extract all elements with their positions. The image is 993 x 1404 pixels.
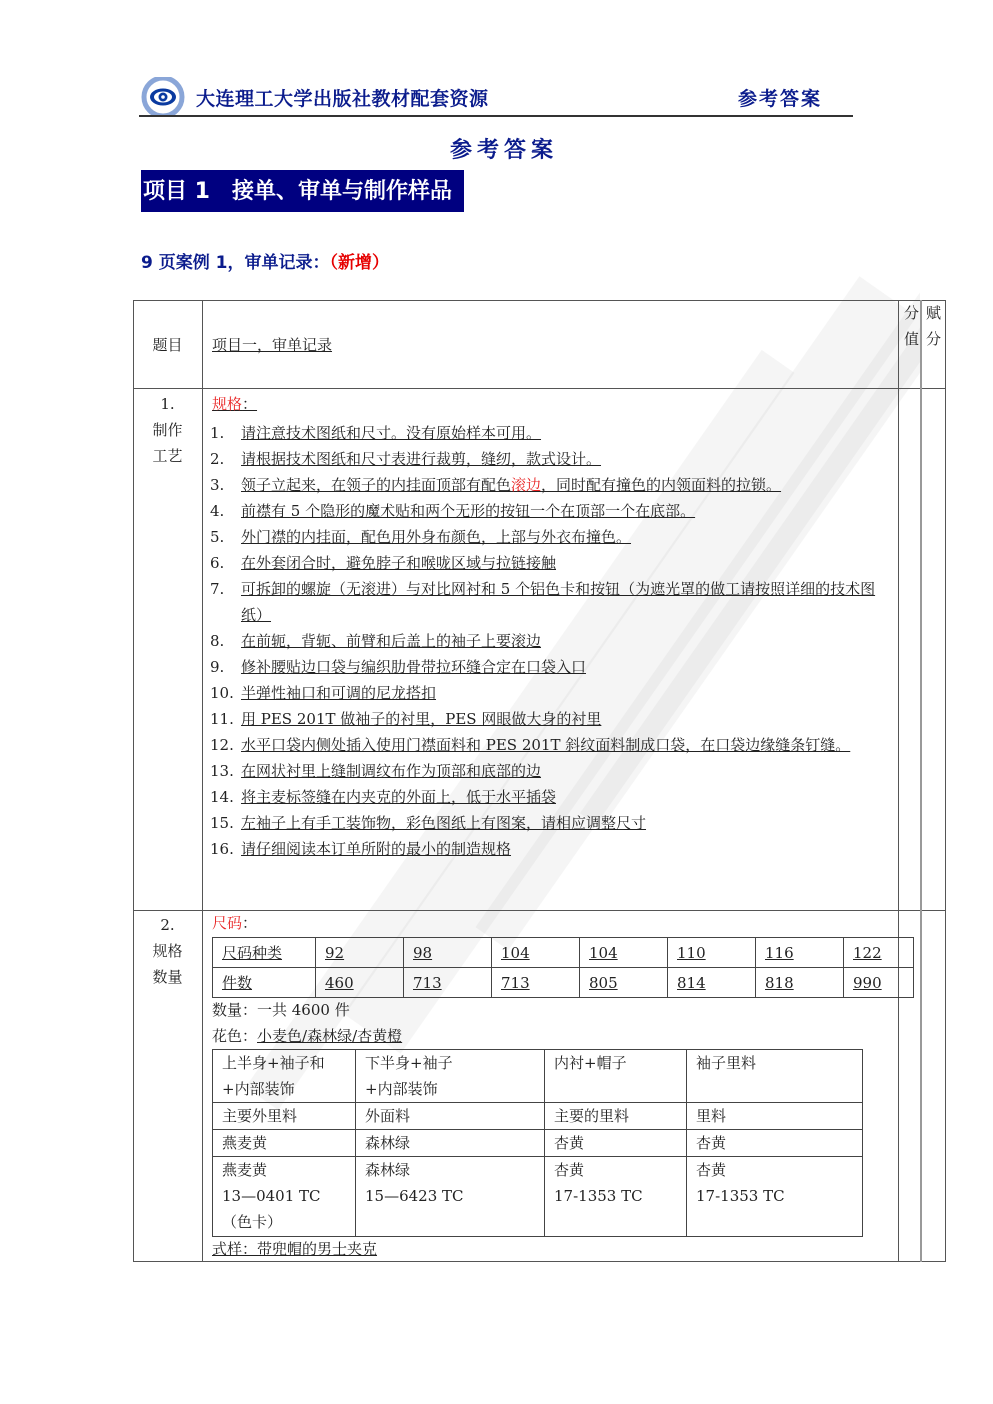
color-cell: 森林绿 15—6423 TC [356, 1157, 545, 1237]
spec-item-text: 请仔细阅读本订单所附的最小的制造规格 [241, 840, 512, 858]
size-row-label: 尺码种类 [213, 938, 316, 968]
spec-item-number: 12. [210, 736, 234, 754]
header-topic-value: 项目一，审单记录 [212, 336, 333, 354]
size-value: 104 [492, 938, 580, 968]
header-topic-label: 题目 [152, 336, 183, 354]
spec-item-number: 6. [210, 554, 225, 572]
spec-item-number: 1. [210, 424, 225, 442]
count-value: 713 [404, 968, 492, 998]
color-table [212, 1049, 863, 1237]
new-tag: （新增） [329, 253, 389, 273]
color-line: 花色：小麦色/森林绿/杏黄橙 [212, 1027, 403, 1045]
spec-item-number: 9. [210, 658, 225, 676]
count-value: 814 [668, 968, 756, 998]
color-cell: 下半身+袖子 +内部装饰 [356, 1050, 545, 1103]
color-cell: 杏黄 17-1353 TC [687, 1157, 863, 1237]
color-cell: 杏黄 17-1353 TC [545, 1157, 687, 1237]
spec-item [210, 810, 895, 836]
spec-title: 规格： [212, 395, 258, 413]
count-value: 990 [844, 968, 914, 998]
spec-item [210, 420, 895, 446]
spec-item-text: 请根据技术图纸和尺寸表进行裁剪，缝纫，款式设计。 [241, 450, 602, 468]
spec-item-number: 3. [210, 476, 225, 494]
size-value: 104 [580, 938, 668, 968]
spec-item [210, 550, 895, 576]
style-line: 式样：带兜帽的男士夹克 [212, 1240, 378, 1258]
spec-item-text: 用 PES 201T 做袖子的衬里，PES 网眼做大身的衬里 [241, 710, 602, 728]
size-title: 尺码： [212, 914, 258, 932]
spec-item [210, 472, 895, 498]
spec-item [210, 732, 895, 758]
spec-list [210, 420, 895, 862]
spec-item [210, 498, 895, 524]
case-heading [141, 248, 389, 273]
color-cell: 燕麦黄 13—0401 TC （色卡） [213, 1157, 356, 1237]
spec-item-number: 10. [210, 684, 234, 702]
spec-item [210, 446, 895, 472]
spec-item-text: 前襟有 5 个隐形的魔术贴和两个无形的按钮一个在顶部一个在底部。 [241, 502, 696, 520]
header-score-value: 分 值 [904, 304, 920, 348]
case-heading-text: 9 页案例 1，审单记录： [141, 253, 330, 273]
spec-item [210, 680, 895, 706]
spec-item-number: 4. [210, 502, 225, 520]
spec-item [210, 758, 895, 784]
section-banner: 项目 1 接单、审单与制作样品 [141, 170, 464, 212]
color-table-row [213, 1050, 863, 1103]
header-divider [139, 115, 853, 117]
color-cell: 杏黄 [687, 1130, 863, 1157]
header-label: 参考答案 [738, 88, 823, 110]
count-row [213, 968, 914, 998]
spec-item-text: 在前轭，背轭、前臂和后盖上的袖子上要滚边 [241, 632, 542, 650]
total-quantity: 数量：一共 4600 件 [212, 1001, 350, 1019]
page-title: 参考答案 [450, 138, 559, 163]
size-value: 110 [668, 938, 756, 968]
publisher-logo-icon [141, 77, 185, 117]
spec-item-text: 在网状衬里上缝制调纹布作为顶部和底部的边 [241, 762, 542, 780]
color-cell: 主要外里料 [213, 1103, 356, 1130]
publisher-name: 大连理工大学出版社教材配套资源 [196, 88, 489, 110]
spec-item-number: 16. [210, 840, 234, 858]
color-cell: 杏黄 [545, 1130, 687, 1157]
spec-item-number: 5. [210, 528, 225, 546]
spec-item [210, 654, 895, 680]
spec-item-number: 7. [210, 580, 225, 598]
header-score-assigned: 赋 分 [926, 304, 942, 348]
spec-item-number: 14. [210, 788, 234, 806]
count-value: 818 [756, 968, 844, 998]
spec-item-text: 修补腰贴边口袋与编织肋骨带拉环缝合定在口袋入口 [241, 658, 587, 676]
size-value: 92 [316, 938, 404, 968]
spec-item [210, 836, 895, 862]
color-cell: 燕麦黄 [213, 1130, 356, 1157]
spec-item-number: 11. [210, 710, 234, 728]
spec-item [210, 628, 895, 654]
spec-item-number: 8. [210, 632, 225, 650]
color-cell: 里料 [687, 1103, 863, 1130]
spec-item [210, 524, 895, 550]
count-value: 805 [580, 968, 668, 998]
spec-item-number: 2. [210, 450, 225, 468]
spec-item-text: 半弹性袖口和可调的尼龙搭扣 [241, 684, 437, 702]
spec-item-text: 外门襟的内挂面，配色用外身布颜色，上部与外衣布撞色。 [241, 528, 632, 546]
size-value: 116 [756, 938, 844, 968]
spec-item-text: 领子立起来，在领子的内挂面顶部有配色滚边，同时配有撞色的内领面料的拉锁。 [241, 476, 782, 494]
spec-item-text: 可拆卸的螺旋（无滚进）与对比网衬和 5 个铝色卡和按钮（为遮光罩的做工请按照详细的技术图纸） [241, 580, 876, 624]
size-value: 98 [404, 938, 492, 968]
color-cell: 内衬+帽子 [545, 1050, 687, 1103]
spec-item-text: 左袖子上有手工装饰物，彩色图纸上有图案，请相应调整尺寸 [241, 814, 647, 832]
color-cell: 袖子里料 [687, 1050, 863, 1103]
color-cell: 上半身+袖子和 +内部装饰 [213, 1050, 356, 1103]
spec-item-number: 15. [210, 814, 234, 832]
count-value: 713 [492, 968, 580, 998]
color-cell: 主要的里料 [545, 1103, 687, 1130]
row1-label: 1. 制作 工艺 [152, 395, 183, 465]
spec-item-number: 13. [210, 762, 234, 780]
spec-item-text: 在外套闭合时，避免脖子和喉咙区域与拉链接触 [241, 554, 557, 572]
count-value: 460 [316, 968, 404, 998]
spec-item [210, 576, 895, 628]
spec-item [210, 784, 895, 810]
spec-item-text: 请注意技术图纸和尺寸。没有原始样本可用。 [241, 424, 542, 442]
size-table [212, 937, 914, 998]
color-cell: 森林绿 [356, 1130, 545, 1157]
color-table-row [213, 1103, 863, 1130]
count-row-label: 件数 [213, 968, 316, 998]
row2-label: 2. 规格 数量 [152, 916, 183, 986]
spec-item [210, 706, 895, 732]
size-row [213, 938, 914, 968]
size-value: 122 [844, 938, 914, 968]
color-table-row [213, 1157, 863, 1237]
color-table-row [213, 1130, 863, 1157]
spec-item-text: 水平口袋内侧处插入使用门襟面料和 PES 201T 斜纹面料制成口袋，在口袋边缘缝条钉缝。 [241, 736, 851, 754]
spec-item-text: 将主麦标签缝在内夹克的外面上，低于水平插袋 [241, 788, 557, 806]
color-cell: 外面料 [356, 1103, 545, 1130]
